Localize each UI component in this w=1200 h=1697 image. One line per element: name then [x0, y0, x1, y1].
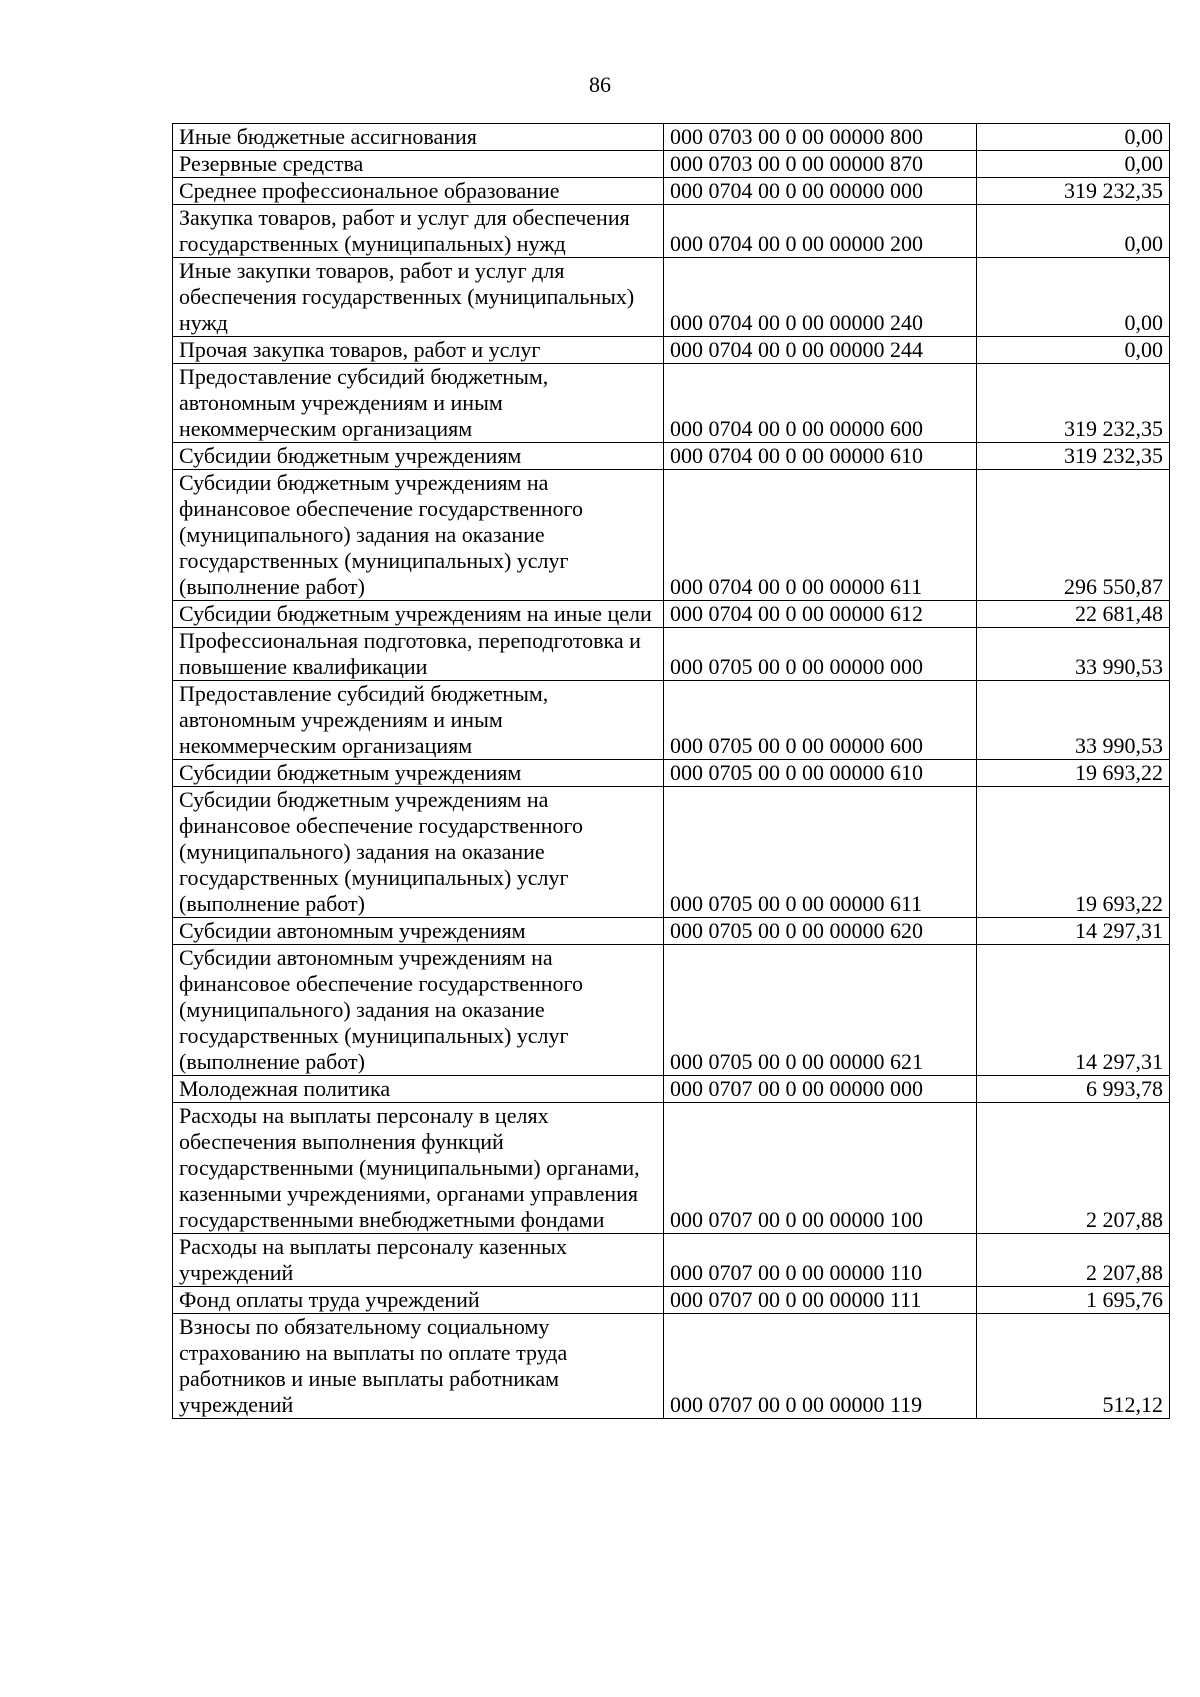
- table-row: [173, 1314, 1170, 1419]
- classification-code-cell: 000 0705 00 0 00 00000 620: [664, 918, 977, 945]
- classification-code-cell: 000 0707 00 0 00 00000 110: [664, 1234, 977, 1287]
- expense-name-cell: Расходы на выплаты персоналу в целях обеспечения выполнения функций государственными (муниципальными) органами, казенными учреждениями, органами управления государственными внебюджетными фондами: [173, 1103, 664, 1234]
- expense-name-cell: Фонд оплаты труда учреждений: [173, 1287, 664, 1314]
- amount-cell: 1 695,76: [977, 1287, 1170, 1314]
- amount-cell: 296 550,87: [977, 470, 1170, 601]
- expense-name-cell: Субсидии бюджетным учреждениям: [173, 443, 664, 470]
- expense-name-cell: Иные бюджетные ассигнования: [173, 124, 664, 151]
- amount-cell: 33 990,53: [977, 628, 1170, 681]
- classification-code-cell: 000 0707 00 0 00 00000 100: [664, 1103, 977, 1234]
- classification-code-cell: 000 0705 00 0 00 00000 621: [664, 945, 977, 1076]
- expense-name-cell: Молодежная политика: [173, 1076, 664, 1103]
- expense-name-cell: Предоставление субсидий бюджетным, автономным учреждениям и иным некоммерческим организациям: [173, 364, 664, 443]
- expense-name-cell: Субсидии бюджетным учреждениям: [173, 760, 664, 787]
- table-row: [173, 364, 1170, 443]
- amount-cell: 33 990,53: [977, 681, 1170, 760]
- expense-name-cell: Субсидии автономным учреждениям: [173, 918, 664, 945]
- table-row: [173, 787, 1170, 918]
- expense-name-cell: Среднее профессиональное образование: [173, 178, 664, 205]
- classification-code-cell: 000 0707 00 0 00 00000 111: [664, 1287, 977, 1314]
- table-row: [173, 258, 1170, 337]
- amount-cell: 14 297,31: [977, 918, 1170, 945]
- table-row: [173, 918, 1170, 945]
- table-row: [173, 601, 1170, 628]
- classification-code-cell: 000 0704 00 0 00 00000 600: [664, 364, 977, 443]
- classification-code-cell: 000 0704 00 0 00 00000 000: [664, 178, 977, 205]
- table-row: [173, 628, 1170, 681]
- amount-cell: 0,00: [977, 124, 1170, 151]
- amount-cell: 6 993,78: [977, 1076, 1170, 1103]
- amount-cell: 0,00: [977, 151, 1170, 178]
- expense-name-cell: Взносы по обязательному социальному страхованию на выплаты по оплате труда работников и иные выплаты работникам учреждений: [173, 1314, 664, 1419]
- table-row: [173, 945, 1170, 1076]
- table-row: [173, 681, 1170, 760]
- table-row: [173, 151, 1170, 178]
- amount-cell: 19 693,22: [977, 760, 1170, 787]
- classification-code-cell: 000 0704 00 0 00 00000 244: [664, 337, 977, 364]
- amount-cell: 0,00: [977, 258, 1170, 337]
- classification-code-cell: 000 0705 00 0 00 00000 610: [664, 760, 977, 787]
- classification-code-cell: 000 0705 00 0 00 00000 000: [664, 628, 977, 681]
- classification-code-cell: 000 0707 00 0 00 00000 000: [664, 1076, 977, 1103]
- classification-code-cell: 000 0704 00 0 00 00000 612: [664, 601, 977, 628]
- amount-cell: 0,00: [977, 337, 1170, 364]
- classification-code-cell: 000 0704 00 0 00 00000 611: [664, 470, 977, 601]
- table-row: [173, 470, 1170, 601]
- expense-name-cell: Расходы на выплаты персоналу казенных учреждений: [173, 1234, 664, 1287]
- amount-cell: 22 681,48: [977, 601, 1170, 628]
- amount-cell: 14 297,31: [977, 945, 1170, 1076]
- expense-name-cell: Субсидии автономным учреждениям на финансовое обеспечение государственного (муниципального) задания на оказание государственных (муниципальных) услуг (выполнение работ): [173, 945, 664, 1076]
- expense-name-cell: Субсидии бюджетным учреждениям на финансовое обеспечение государственного (муниципального) задания на оказание государственных (муниципальных) услуг (выполнение работ): [173, 470, 664, 601]
- classification-code-cell: 000 0707 00 0 00 00000 119: [664, 1314, 977, 1419]
- table-row: [173, 1287, 1170, 1314]
- amount-cell: 2 207,88: [977, 1103, 1170, 1234]
- amount-cell: 319 232,35: [977, 364, 1170, 443]
- classification-code-cell: 000 0703 00 0 00 00000 870: [664, 151, 977, 178]
- table-row: [173, 1103, 1170, 1234]
- classification-code-cell: 000 0704 00 0 00 00000 200: [664, 205, 977, 258]
- table-row: [173, 124, 1170, 151]
- classification-code-cell: 000 0704 00 0 00 00000 610: [664, 443, 977, 470]
- classification-code-cell: 000 0705 00 0 00 00000 600: [664, 681, 977, 760]
- amount-cell: 319 232,35: [977, 178, 1170, 205]
- expense-name-cell: Субсидии бюджетным учреждениям на иные цели: [173, 601, 664, 628]
- amount-cell: 512,12: [977, 1314, 1170, 1419]
- budget-table: [172, 123, 1170, 1419]
- budget-table-body: [173, 124, 1170, 1419]
- expense-name-cell: Субсидии бюджетным учреждениям на финансовое обеспечение государственного (муниципального) задания на оказание государственных (муниципальных) услуг (выполнение работ): [173, 787, 664, 918]
- table-row: [173, 443, 1170, 470]
- expense-name-cell: Предоставление субсидий бюджетным, автономным учреждениям и иным некоммерческим организациям: [173, 681, 664, 760]
- table-row: [173, 760, 1170, 787]
- table-row: [173, 1076, 1170, 1103]
- table-row: [173, 1234, 1170, 1287]
- expense-name-cell: Прочая закупка товаров, работ и услуг: [173, 337, 664, 364]
- amount-cell: 2 207,88: [977, 1234, 1170, 1287]
- expense-name-cell: Закупка товаров, работ и услуг для обеспечения государственных (муниципальных) нужд: [173, 205, 664, 258]
- amount-cell: 319 232,35: [977, 443, 1170, 470]
- expense-name-cell: Иные закупки товаров, работ и услуг для обеспечения государственных (муниципальных) нужд: [173, 258, 664, 337]
- expense-name-cell: Резервные средства: [173, 151, 664, 178]
- classification-code-cell: 000 0703 00 0 00 00000 800: [664, 124, 977, 151]
- table-row: [173, 205, 1170, 258]
- table-row: [173, 178, 1170, 205]
- expense-name-cell: Профессиональная подготовка, переподготовка и повышение квалификации: [173, 628, 664, 681]
- amount-cell: 19 693,22: [977, 787, 1170, 918]
- table-row: [173, 337, 1170, 364]
- classification-code-cell: 000 0705 00 0 00 00000 611: [664, 787, 977, 918]
- page-number: 86: [589, 72, 611, 97]
- classification-code-cell: 000 0704 00 0 00 00000 240: [664, 258, 977, 337]
- amount-cell: 0,00: [977, 205, 1170, 258]
